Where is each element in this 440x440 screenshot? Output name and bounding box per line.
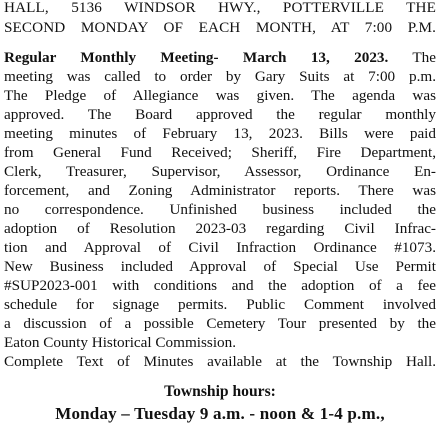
minutes-line: The Pledge of Allegiance was given. The agenda was [4,87,436,104]
minutes-line: #SUP2023-001 with conditions and the adoption of a fee [4,277,436,294]
minutes-line: tion and Approval of Civil Infraction Ordinance #1073. [4,239,436,256]
hours-schedule: Monday – Tuesday 9 a.m. - noon & 1-4 p.m., [55,404,385,423]
minutes-line: no correspondence. Unfinished business included the [4,201,436,218]
minutes-line: Clerk, Treasurer, Supervisor, Assessor, Ordinance En- [4,163,436,180]
minutes-line: meeting was called to order by Gary Suits at 7:00 p.m. [4,68,436,85]
complete-text-note: Complete Text of Minutes available at the Township Hall. [4,353,436,370]
minutes-line: Eaton County Historical Commission. [4,334,237,351]
minutes-line: forcement, and Zoning Administrator reports. There was [4,182,436,199]
minutes-line: approved. The Board approved the regular monthly [4,106,436,123]
header-line-1: HALL, 5136 WINDSOR HWY., POTTERVILLE THE [4,0,436,16]
minutes-line: adoption of Resolution 2023-03 regarding Civil Infrac- [4,220,436,237]
minutes-line: from General Fund Received; Sheriff, Fire Department, [4,144,436,161]
hours-title: Township hours: [164,383,276,400]
minutes-line: schedule for signage permits. Public Comment involved [4,296,436,313]
minutes-line: New Business included Approval of Special Use Permit [4,258,436,275]
meeting-heading: Regular Monthly Meeting- March 13, 2023. [4,49,389,66]
minutes-first-line [4,49,436,68]
minutes-line: a discussion of a possible Cemetery Tour presented by the [4,315,436,332]
minutes-line: meeting minutes of February 13, 2023. Bills were paid [4,125,436,142]
minutes-first-line-rest: The [412,49,436,66]
header-line-2: SECOND MONDAY OF EACH MONTH, AT 7:00 P.M. [4,19,436,36]
